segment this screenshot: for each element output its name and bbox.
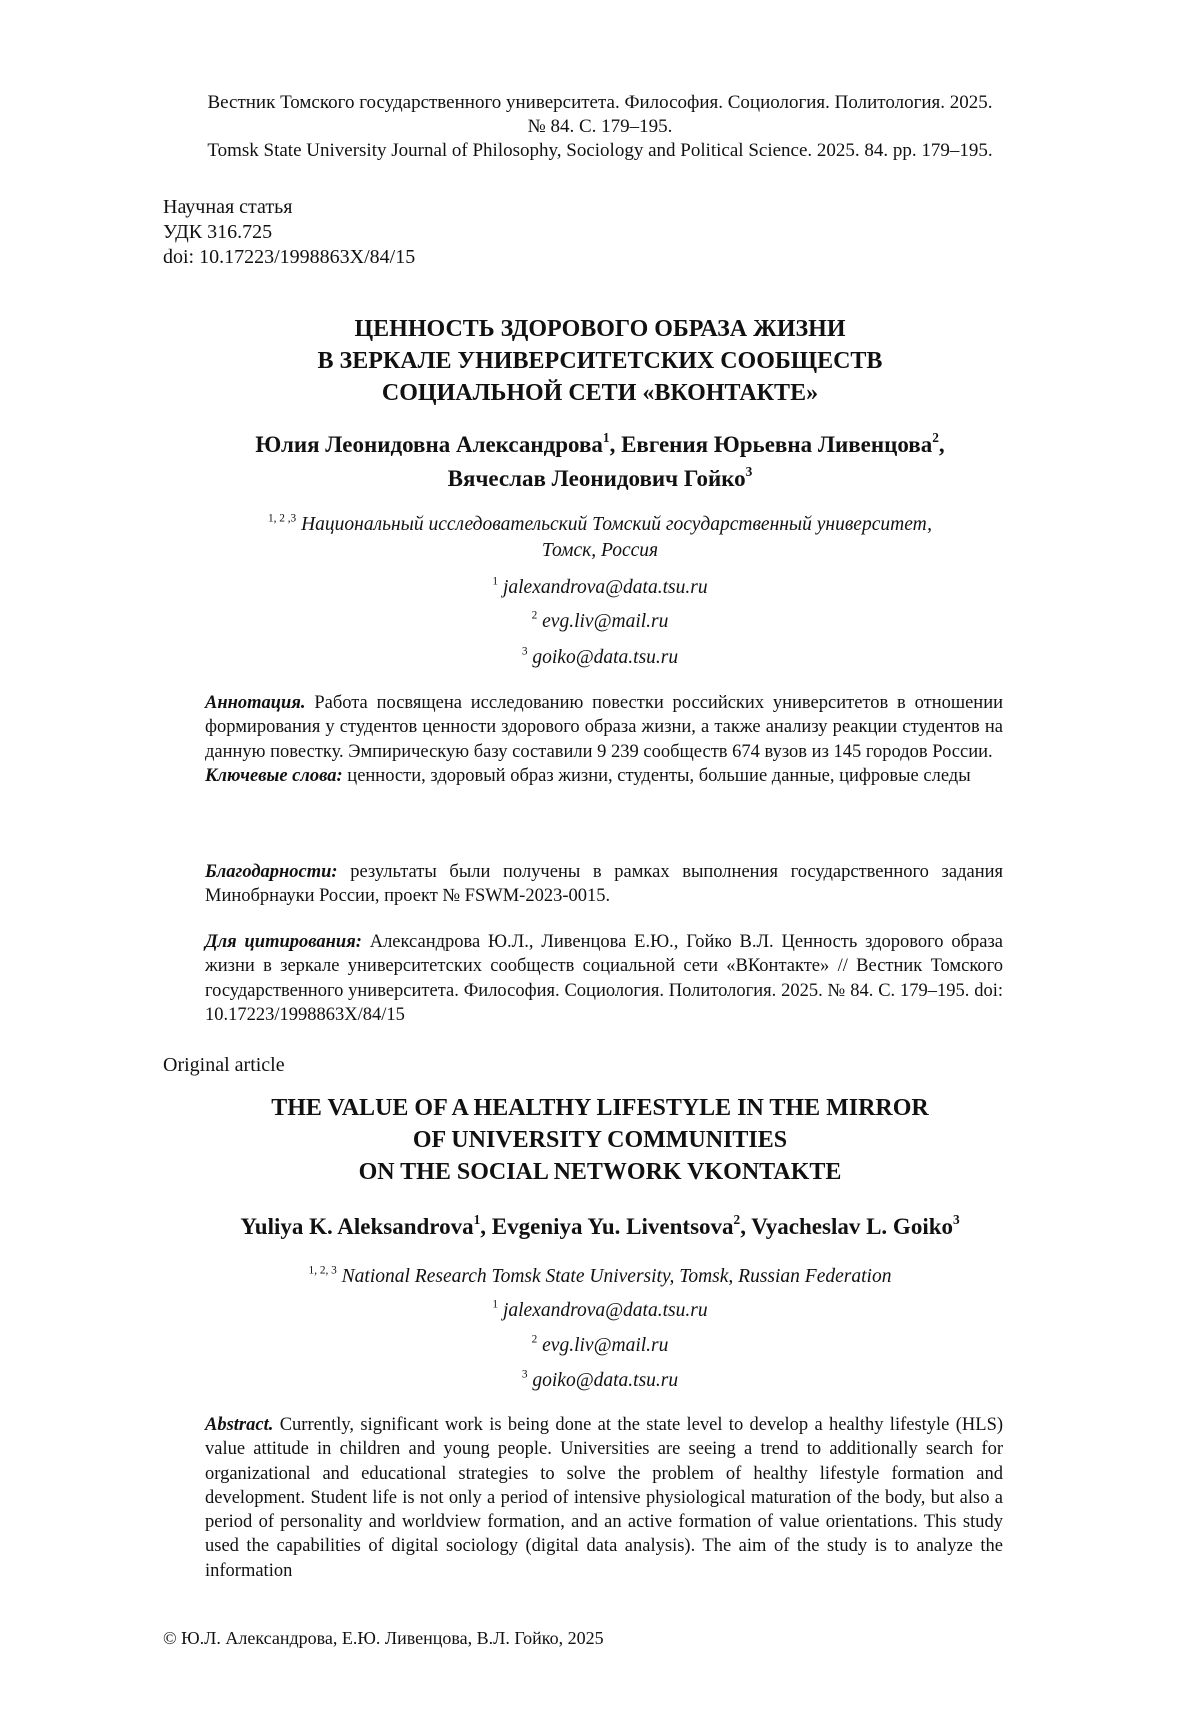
article-type: Научная статья (163, 196, 293, 218)
ru-authors (130, 428, 1070, 496)
ru-citation (205, 930, 1003, 1027)
en-title-line: ON THE SOCIAL NETWORK VKONTAKTE (358, 1159, 842, 1185)
copyright-footer: © Ю.Л. Александрова, Е.Ю. Ливенцова, В.Л. Гойко, 2025 (163, 1628, 604, 1648)
separator: , (938, 432, 945, 457)
journal-ru-line2: № 84. С. 179–195. (527, 116, 673, 137)
ru-title-line: ЦЕННОСТЬ ЗДОРОВОГО ОБРАЗА ЖИЗНИ (354, 316, 846, 342)
en-author-name: Vyacheslav L. Goiko (751, 1214, 954, 1239)
ru-title-line: В ЗЕРКАЛЕ УНИВЕРСИТЕТСКИХ СООБЩЕСТВ (317, 348, 883, 374)
en-title-line: OF UNIVERSITY COMMUNITIES (412, 1127, 788, 1153)
en-author-name: Yuliya K. Aleksandrova (240, 1214, 474, 1239)
separator: , (609, 432, 616, 457)
email-sup: 3 (521, 1368, 528, 1381)
email-link[interactable]: goiko@data.tsu.ru (532, 647, 679, 668)
ru-title (160, 313, 1040, 409)
email-link[interactable]: goiko@data.tsu.ru (532, 1370, 679, 1391)
article-meta (163, 195, 415, 270)
cite-text: Александрова Ю.Л., Ливенцова Е.Ю., Гойко В.Л. Ценность здорового образа жизни в зеркале университетских сообществ социальной сети «ВКонтакте» // Вестник Томского государственного университета. Философия. Социология. Политология. 2025. № 84. С. 179–195. doi: 10.17223/1998863X/84/15 (205, 932, 1003, 1025)
keywords-text: ценности, здоровый образ жизни, студенты, большие данные, цифровые следы (347, 765, 971, 786)
ru-email-2 (300, 609, 900, 635)
en-email-3 (300, 1368, 900, 1394)
abstract-label: Abstract. (205, 1415, 274, 1435)
en-article-type: Original article (163, 1054, 285, 1076)
en-email-2 (300, 1333, 900, 1359)
email-sup: 2 (531, 1333, 538, 1346)
en-email-1 (300, 1298, 900, 1324)
ru-affiliation (160, 512, 1040, 564)
author-sup: 1 (602, 430, 610, 445)
author-sup: 2 (733, 1212, 741, 1227)
en-authors (130, 1210, 1070, 1244)
udc-code: УДК 316.725 (163, 221, 273, 243)
en-title (160, 1092, 1040, 1188)
ru-email-3 (300, 645, 900, 671)
ru-acknowledgements (205, 860, 1003, 909)
journal-en-line: Tomsk State University Journal of Philosophy, Sociology and Political Science. 2025. 84. pp. 179–195. (207, 140, 993, 161)
email-link[interactable]: jalexandrova@data.tsu.ru (502, 1300, 708, 1321)
en-abstract (205, 1413, 1003, 1583)
doi: doi: 10.17223/1998863X/84/15 (163, 246, 416, 268)
ack-label: Благодарности: (205, 862, 338, 882)
separator: , (740, 1214, 746, 1239)
affil-line: Национальный исследовательский Томский государственный университет, (301, 514, 933, 535)
affil-line: National Research Tomsk State University, Tomsk, Russian Federation (341, 1266, 892, 1287)
ru-abstract (205, 691, 1003, 788)
ru-author-name: Вячеслав Леонидович Гойко (447, 466, 746, 491)
ru-title-line: СОЦИАЛЬНОЙ СЕТИ «ВКОНТАКТЕ» (381, 380, 819, 406)
email-link[interactable]: evg.liv@mail.ru (542, 611, 669, 632)
journal-ru-line1: Вестник Томского государственного университета. Философия. Социология. Политология. 2025. (207, 92, 993, 113)
abstract-text: Currently, significant work is being done at the state level to develop a healthy lifestyle (HLS) value attitude in children and young people. Universities are seeing a trend to additionally search for organizational and educational strategies to solve the problem of healthy lifestyle formation and development. Student life is not only a period of intensive physiological maturation of the body, but also a period of personality and worldview formation, and an active formation of value orientations. This study used the capabilities of digital sociology (digital data analysis). The aim of the study is to analyze the information (205, 1415, 1004, 1581)
keywords-label: Ключевые слова: (205, 765, 343, 786)
affil-sup: 1, 2 ,3 (267, 512, 297, 525)
email-sup: 3 (521, 645, 528, 658)
affil-line: Томск, Россия (541, 540, 659, 561)
email-sup: 1 (492, 1298, 499, 1311)
abstract-text: Работа посвящена исследованию повестки российских университетов в отношении формирования у студентов ценности здорового образа жизни, а также анализу реакции студентов на данную повестку. Эмпирическую базу составили 9 239 сообществ 674 вузов из 145 городов России. (205, 693, 1004, 762)
separator: , (480, 1214, 487, 1239)
ack-text: результаты были получены в рамках выполнения государственного задания Минобрнауки России, проект № FSWM-2023-0015. (205, 862, 1003, 907)
email-link[interactable]: evg.liv@mail.ru (542, 1335, 669, 1356)
affil-sup: 1, 2, 3 (308, 1264, 337, 1277)
abstract-label: Аннотация. (205, 693, 306, 713)
en-title-line: THE VALUE OF A HEALTHY LIFESTYLE IN THE MIRROR (271, 1095, 929, 1121)
author-sup: 3 (745, 464, 753, 479)
author-sup: 2 (932, 430, 939, 445)
email-sup: 2 (531, 609, 538, 622)
cite-label: Для цитирования: (205, 932, 362, 952)
author-sup: 3 (953, 1212, 960, 1227)
email-link[interactable]: jalexandrova@data.tsu.ru (502, 577, 708, 598)
ru-email-1 (300, 575, 900, 601)
email-sup: 1 (492, 575, 499, 588)
ru-author-name: Евгения Юрьевна Ливенцова (621, 432, 933, 457)
en-affiliation (160, 1264, 1040, 1290)
ru-author-name: Юлия Леонидовна Александрова (255, 432, 603, 457)
author-sup: 1 (473, 1212, 481, 1227)
en-author-name: Evgeniya Yu. Liventsova (491, 1214, 734, 1239)
journal-header (140, 91, 1060, 163)
